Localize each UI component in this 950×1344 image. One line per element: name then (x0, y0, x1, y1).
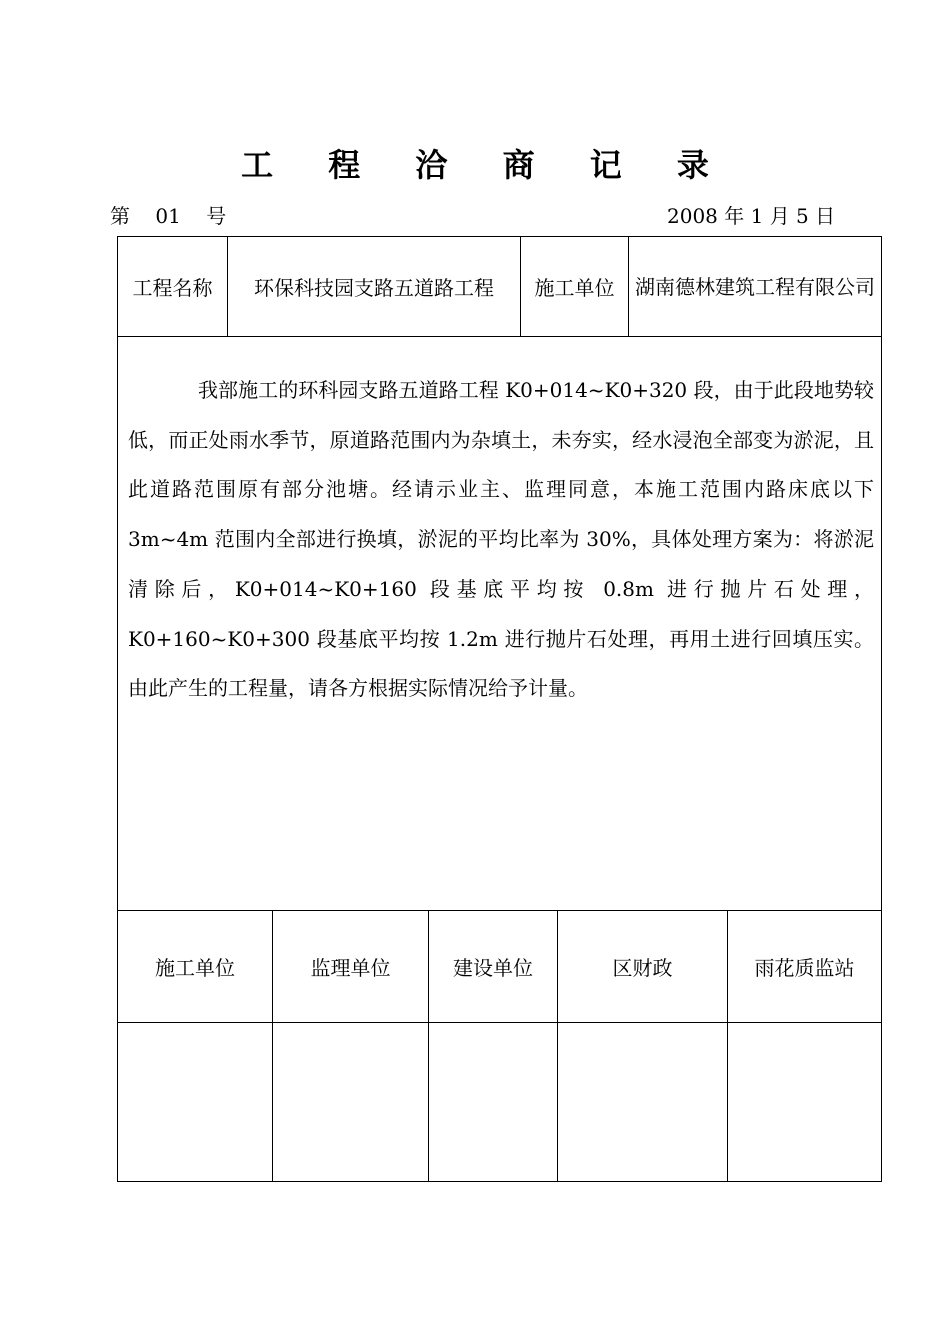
record-date: 2008 年 1 月 5 日 (667, 204, 836, 228)
contractor-value: 湖南德林建筑工程有限公司 (635, 274, 875, 299)
signature-cell-supervisor[interactable] (273, 1023, 428, 1181)
signature-cell-quality-station[interactable] (728, 1023, 881, 1181)
project-name-label: 工程名称 (132, 276, 213, 300)
contractor-label: 施工单位 (534, 276, 615, 300)
signature-header-supervisor: 监理单位 (310, 956, 391, 980)
project-name-value: 环保科技园支路五道路工程 (254, 276, 494, 300)
signature-cell-finance[interactable] (558, 1023, 727, 1181)
negotiation-content: 我部施工的环科园支路五道路工程 K0+014~K0+320 段，由于此段地势较低，而正处雨水季节，原道路范围内为杂填土，未夯实，经水浸泡全部变为淤泥，且此道路范围原有部分池塘。经请示业主、监理同意，本施工范围内路床底以下 3m~4m 范围内全部进行换填，淤泥的平均比率为 30%，具体处理方案为：将淤泥清除后，K0+014~K0+160 段基底平均按 0.8m 进行抛片石处理，K0+160~K0+300 段基底平均按 1.2m 进行抛片石处理，再用土进行回填压实。由此产生的工程量，请各方根据实际情况给予计量。 (128, 378, 874, 701)
signature-cell-contractor[interactable] (118, 1023, 272, 1181)
signature-header-owner: 建设单位 (453, 956, 533, 980)
record-number: 第 01 号 (110, 204, 227, 228)
signature-header-contractor: 施工单位 (155, 956, 235, 980)
signature-cell-owner[interactable] (429, 1023, 557, 1181)
header-row-divider (117, 336, 882, 337)
page-title: 工 程 洽 商 记 录 (241, 146, 731, 184)
signature-header-finance: 区财政 (612, 956, 673, 980)
signature-header-quality-station: 雨花质监站 (754, 956, 855, 980)
